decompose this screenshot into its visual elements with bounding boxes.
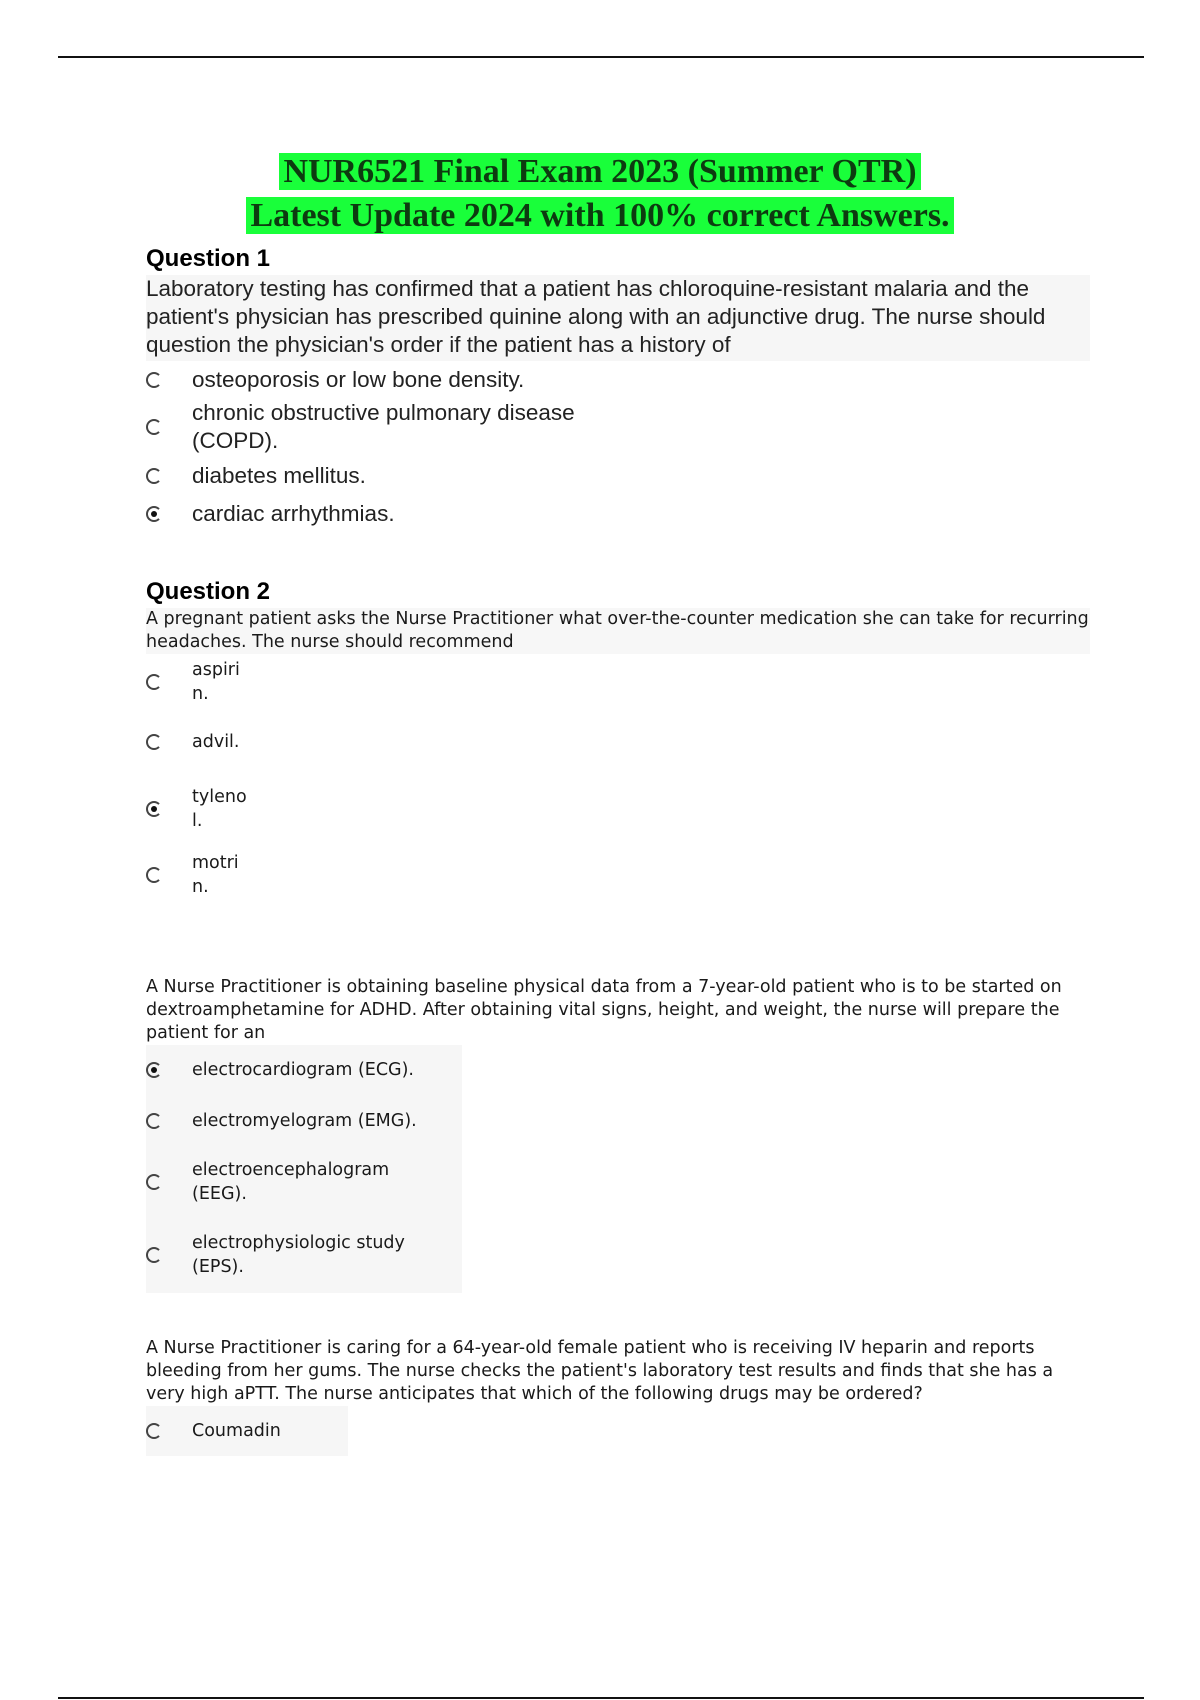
radio-icon[interactable] <box>146 674 162 690</box>
radio-icon[interactable] <box>146 1423 162 1439</box>
radio-icon[interactable] <box>146 468 162 484</box>
option-label: electromyelogram (EMG). <box>192 1111 417 1131</box>
q3-option-3[interactable] <box>146 1147 462 1217</box>
title-line-1: NUR6521 Final Exam 2023 (Summer QTR) <box>279 153 920 190</box>
q1-option-2[interactable] <box>146 397 1090 457</box>
radio-icon[interactable] <box>146 419 162 435</box>
option-label: advil. <box>192 732 240 752</box>
q4-option-1[interactable] <box>146 1406 348 1456</box>
radio-selected-icon[interactable] <box>146 801 162 817</box>
question-4 <box>146 1337 1090 1456</box>
question-3-stem: A Nurse Practitioner is obtaining baseline physical data from a 7-year-old patient who is to be started on dextroamphetamine for ADHD. After obtaining vital signs, height, and weight, the nurse will prepare the patient for an <box>146 976 1090 1045</box>
option-label: aspirin. <box>192 660 240 704</box>
question-1-heading: Question 1 <box>146 245 271 272</box>
q1-option-3[interactable] <box>146 457 1090 495</box>
q3-option-2[interactable] <box>146 1095 462 1147</box>
option-label: electrocardiogram (ECG). <box>192 1060 414 1080</box>
document-title <box>0 150 1200 238</box>
q1-option-4[interactable] <box>146 495 1090 533</box>
radio-icon[interactable] <box>146 1247 162 1263</box>
q3-option-4[interactable] <box>146 1217 462 1293</box>
radio-icon[interactable] <box>146 1174 162 1190</box>
title-line-2: Latest Update 2024 with 100% correct Answers. <box>246 197 953 234</box>
option-label: diabetes mellitus. <box>192 463 366 488</box>
q2-option-2[interactable] <box>146 710 1090 774</box>
q1-option-1[interactable] <box>146 363 1090 397</box>
question-1-stem: Laboratory testing has confirmed that a patient has chloroquine-resistant malaria and the patient's physician has prescribed quinine along with an adjunctive drug. The nurse should question the physician's order if the patient has a history of <box>146 275 1090 361</box>
radio-selected-icon[interactable] <box>146 1062 162 1078</box>
question-2 <box>146 578 1090 906</box>
question-3 <box>146 976 1090 1293</box>
option-label: electrophysiologic study (EPS). <box>192 1233 405 1277</box>
radio-selected-icon[interactable] <box>146 506 162 522</box>
bottom-rule <box>58 1697 1144 1699</box>
question-1 <box>146 245 1090 533</box>
question-2-heading: Question 2 <box>146 578 271 605</box>
option-label: osteoporosis or low bone density. <box>192 367 525 392</box>
radio-icon[interactable] <box>146 734 162 750</box>
question-2-stem: A pregnant patient asks the Nurse Practitioner what over-the-counter medication she can take for recurring headaches. The nurse should recommend <box>146 609 1089 652</box>
option-label: electroencephalogram (EEG). <box>192 1160 390 1204</box>
option-label: tylenol. <box>192 787 247 831</box>
q2-option-1[interactable] <box>146 654 1090 710</box>
option-label: motrin. <box>192 853 239 897</box>
radio-icon[interactable] <box>146 372 162 388</box>
option-label: Coumadin <box>192 1421 281 1441</box>
radio-icon[interactable] <box>146 867 162 883</box>
question-4-stem: A Nurse Practitioner is caring for a 64-year-old female patient who is receiving IV heparin and reports bleeding from her gums. The nurse checks the patient's laboratory test results and finds that she has a very high aPTT. The nurse anticipates that which of the following drugs may be ordered? <box>146 1337 1090 1406</box>
top-rule <box>58 56 1144 58</box>
q3-option-1[interactable] <box>146 1045 462 1095</box>
radio-icon[interactable] <box>146 1113 162 1129</box>
option-label: cardiac arrhythmias. <box>192 501 395 526</box>
q2-option-4[interactable] <box>146 844 1090 906</box>
q2-option-3[interactable] <box>146 774 1090 844</box>
option-label: chronic obstructive pulmonary disease (COPD). <box>192 400 575 453</box>
